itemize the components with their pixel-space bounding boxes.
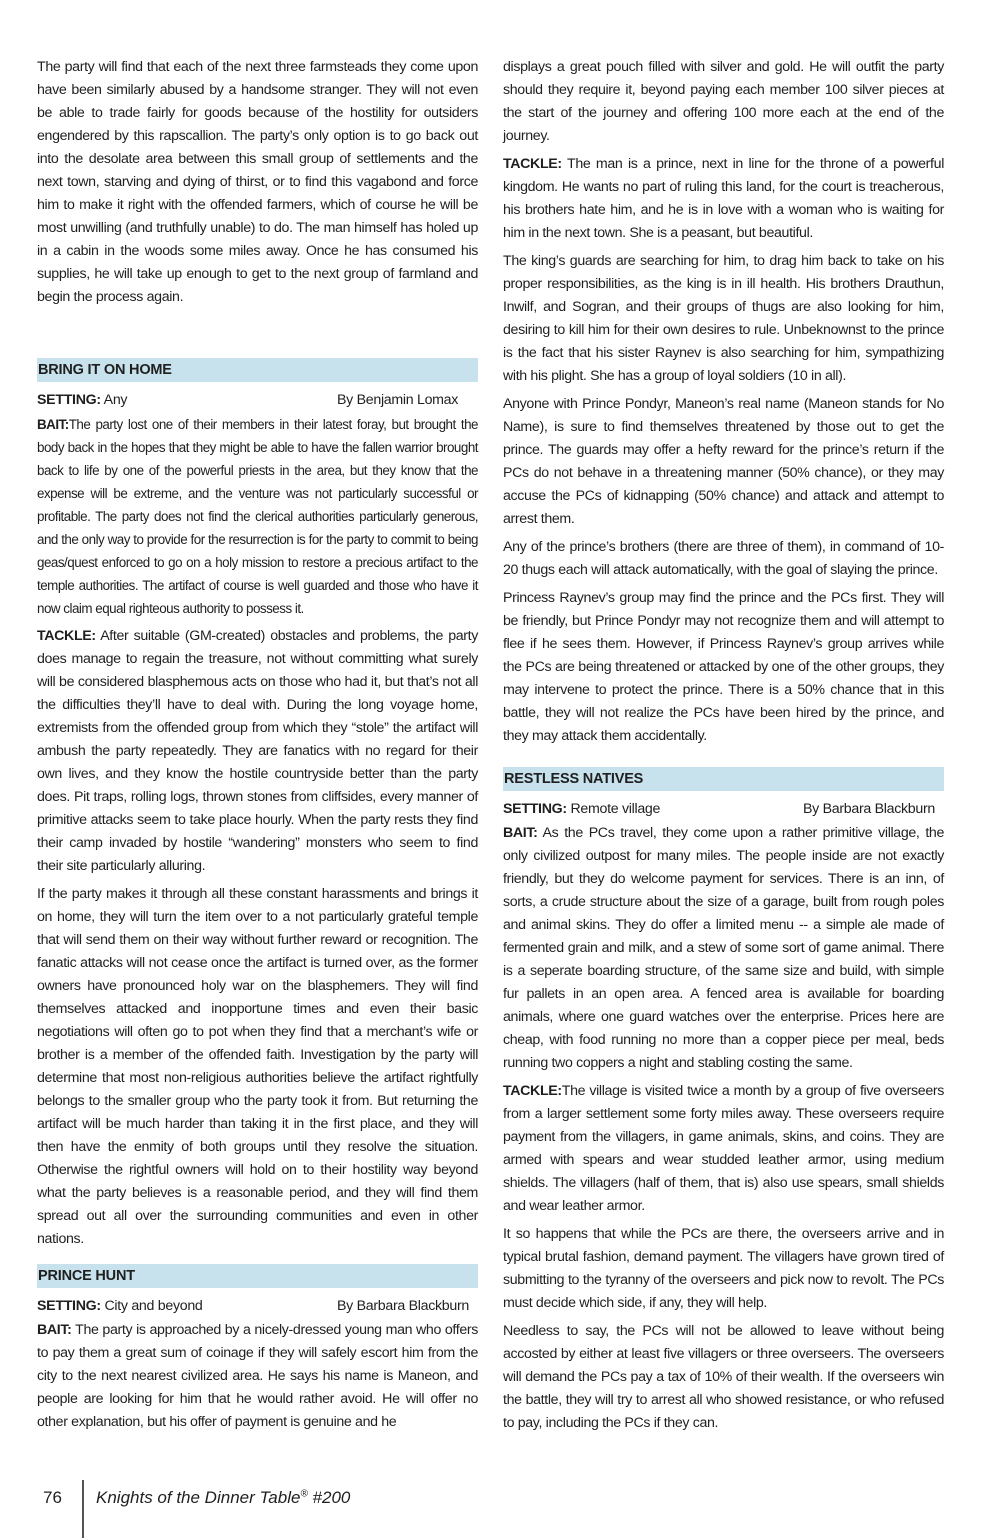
section-gap [37,314,478,358]
author: By Benjamin Lomax [337,392,459,408]
bait-paragraph [503,822,944,1075]
tackle-label: TACKLE: [503,1083,562,1099]
right-column [503,56,944,1440]
section-gap [37,1256,478,1264]
tackle-text: The man is a prince, next in line for the throne of a powerful kingdom. He wants no part of ruling this land, for the court is treacherous, his brothers hate him, and he is in love with a woman who is waiting for him in the next town. She is a peasant, but beautiful. [503,156,944,241]
intro-paragraph: The party will find that each of the next three farmsteads they come upon have been similarly abused by a handsome stranger. They will not even be able to trade fairly for goods because of the hostility for outsiders engendered by this rapscallion. The party’s only option is to go back out into the desolate area between this small group of settlements and the next town, starving and dying of thirst, or to find this vagabond and force him to make it right with the offended farmers, which of course he will be most unwilling (and truthfully unable) to do. The man himself has holed up in a cabin in the woods some miles away. Once he has consumed his supplies, he will take up enough to get to the next group of farmland and begin the process again. [37,59,478,305]
author: By Barbara Blackburn [337,1298,470,1314]
tackle-text: The village is visited twice a month by a group of five overseers from a larger settlement some forty miles away. These overseers require payment from the villagers, in game animals, skins, and coins. They are armed with spears and wear studded leather armor, using medium shields. The villagers (half of them, that is) also use spears, small shields and wear leather armor. [503,1083,944,1214]
left-column [37,56,478,1439]
magazine-title [96,1488,350,1508]
footer-divider [82,1480,84,1538]
bait-text: As the PCs travel, they come upon a rather primitive village, the only civilized outpost for many miles. The people inside are not exactly friendly, but they do welcome payment for services. There is an inn, of sorts, a crude structure about the size of a garage, built from rough poles and animal skins. They do offer a limited menu -- a simple ale made of fermented grain and milk, and a stew of some sort of game animal. There is a seperate boarding structure, of the same size and build, with simple fur pallets in an open area. A fenced area is available for boarding animals, where one guard watches over the enterprise. Prices here are cheap, with food running no more than a copper piece per meal, beds running two coppers a night and stabling costing the same. [503,825,944,1071]
setting-value: Any [103,392,128,408]
setting-label: SETTING: [503,801,567,817]
body-paragraph: It so happens that while the PCs are there, the overseers arrive and in typical brutal fashion, demand payment. The villagers have grown tired of submitting to the tyranny of the overseers and pick now to revolt. The PCs must decide which side, if any, they will help. [503,1226,944,1311]
tackle-paragraph [503,1080,944,1218]
bait-label: BAIT: [503,825,538,841]
magazine-name: Knights of the Dinner Table [96,1488,301,1507]
body-paragraph: Anyone with Prince Pondyr, Maneon’s real name (Maneon stands for No Name), is sure to find themselves threatened by those out to get the prince. The guards may offer a hefty reward for the prince’s return if the PCs do not behave in a threatening manner (50% chance), or they may accuse the PCs of kidnapping (50% chance) and attack and attempt to arrest them. [503,396,944,527]
section-gap [503,753,944,767]
section-header-restless-natives: RESTLESS NATIVES [503,767,944,791]
bait-text: The party lost one of their members in their latest foray, but brought the body back in the hopes that they might be able to have the fallen warrior brought back to life by one of the powerful priests in the area, but they know that the expense will be extreme, and the venture was not particularly successful or profitable. The party does not find the clerical authorities particularly generous, and the only way to provide for the resurrection is for the party to commit to being geas/quest enforced to go on a holy mission to restore a precious artifact to the temple authorities. The artifact of course is well guarded and those who have it now claim equal righteous authority to possess it. [37,417,478,616]
author: By Barbara Blackburn [803,801,936,817]
tackle-label: TACKLE: [37,628,96,644]
tackle-paragraph [37,625,478,878]
setting-row [503,798,944,821]
continued-paragraph: displays a great pouch filled with silver and gold. He will outfit the party should they require it, beyond paying each member 100 silver pieces at the start of the journey and offering 100 more each at the end of the journey. [503,59,944,144]
body-paragraph: Needless to say, the PCs will not be allowed to leave without being accosted by either at least five villagers or three overseers. The overseers will demand the PCs pay a tax of 10% of their wealth. If the overseers win the battle, they will try to arrest all who showed resistance, or who refused to pay, including the PCs if they can. [503,1323,944,1431]
setting-value: Remote village [570,801,661,817]
bait-paragraph [37,413,478,620]
setting [37,389,337,412]
body-paragraph: The king’s guards are searching for him, to drag him back to take on his proper responsibilities, as the king is in ill health. His brothers Drauthun, Inwilf, and Sogran, and their groups of thugs are also looking for him, desiring to kill him for their own desires to rule. Unbeknownst to the prince is the fact that his sister Raynev is also searching for him, sympathizing with his plight. She has a group of loyal soldiers (10 in all). [503,253,944,384]
body-paragraph: Princess Raynev’s group may find the prince and the PCs first. They will be friendly, but Prince Pondyr may not recognize them and will attempt to flee if he sees them. However, if Princess Raynev’s group arrives while the PCs are being threatened or attacked by one of the other groups, they may intervene to protect the prince. There is a 50% chance that in this battle, they will not realize the PCs have been hired by the prince, and they may attack them accidentally. [503,590,944,744]
section-header-bring-it-on-home: BRING IT ON HOME [37,358,478,382]
setting-label: SETTING: [37,392,101,408]
tackle-text: After suitable (GM-created) obstacles and problems, the party does manage to regain the treasure, not without committing what surely will be considered blasphemous acts on those who had it, but that’s not all the difficulties they’ll have to deal with. During the long voyage home, extremists from the offended group from which they “stole” the artifact will ambush the party repeatedly. They are fanatics with no regard for their own lives, and they know the hostile countryside better than the party does. Pit traps, rolling logs, thrown stones from cliffsides, every manner of primitive attacks seem to take place hourly. When the party rests they find their camp invaded by hostile “wandering” monsters who seem to find their site particularly alluring. [37,628,479,874]
body-paragraph: If the party makes it through all these constant harassments and brings it on home, they will turn the item over to a not particularly grateful temple that will send them on their way without further reward or recognition. The fanatic attacks will not cease once the artifact is turned over, as the former owners have pronounced holy war on the blasphemers. They will find themselves attacked and inopportune times and even their basic negotiations will often go to pot when they find that a merchant’s wife or brother is a member of the offended faith. Investigation by the party will determine that most non-religious authorities believe the artifact rightfully belongs to the smaller group who the party took it from. But returning the artifact will be much harder than taking it in the first place, and they will then have the enmity of both groups until they resolve the situation. Otherwise the rightful owners will hold on to their hostility way beyond what the party believes is a reasonable period, and they will find them spread out all over the surrounding communities and even in other nations. [37,886,478,1247]
bait-label: BAIT: [37,1322,72,1338]
body-paragraph: Any of the prince’s brothers (there are three of them), in command of 10-20 thugs each will attack automatically, with the goal of slaying the prince. [503,539,944,578]
tackle-paragraph [503,153,944,245]
bait-paragraph [37,1319,478,1434]
bait-text: The party is approached by a nicely-dressed young man who offers to pay them a great sum of coinage if they will safely escort him from the city to the next nearest civilized area. He says his name is Maneon, and people are looking for him that he would rather avoid. He will offer no other explanation, but his offer of payment is genuine and he [37,1322,478,1430]
bait-label: BAIT: [37,417,69,432]
issue-number: #200 [307,1488,351,1507]
section-header-prince-hunt: PRINCE HUNT [37,1264,478,1288]
setting-row [37,389,478,412]
setting-label: SETTING: [37,1298,101,1314]
setting [37,1295,337,1318]
setting-row [37,1295,478,1318]
setting-value: City and beyond [104,1298,203,1314]
page-footer [0,1480,994,1538]
tackle-label: TACKLE: [503,156,562,172]
setting [503,798,803,821]
registered-mark: ® [300,1488,308,1500]
page-number: 76 [43,1488,62,1507]
